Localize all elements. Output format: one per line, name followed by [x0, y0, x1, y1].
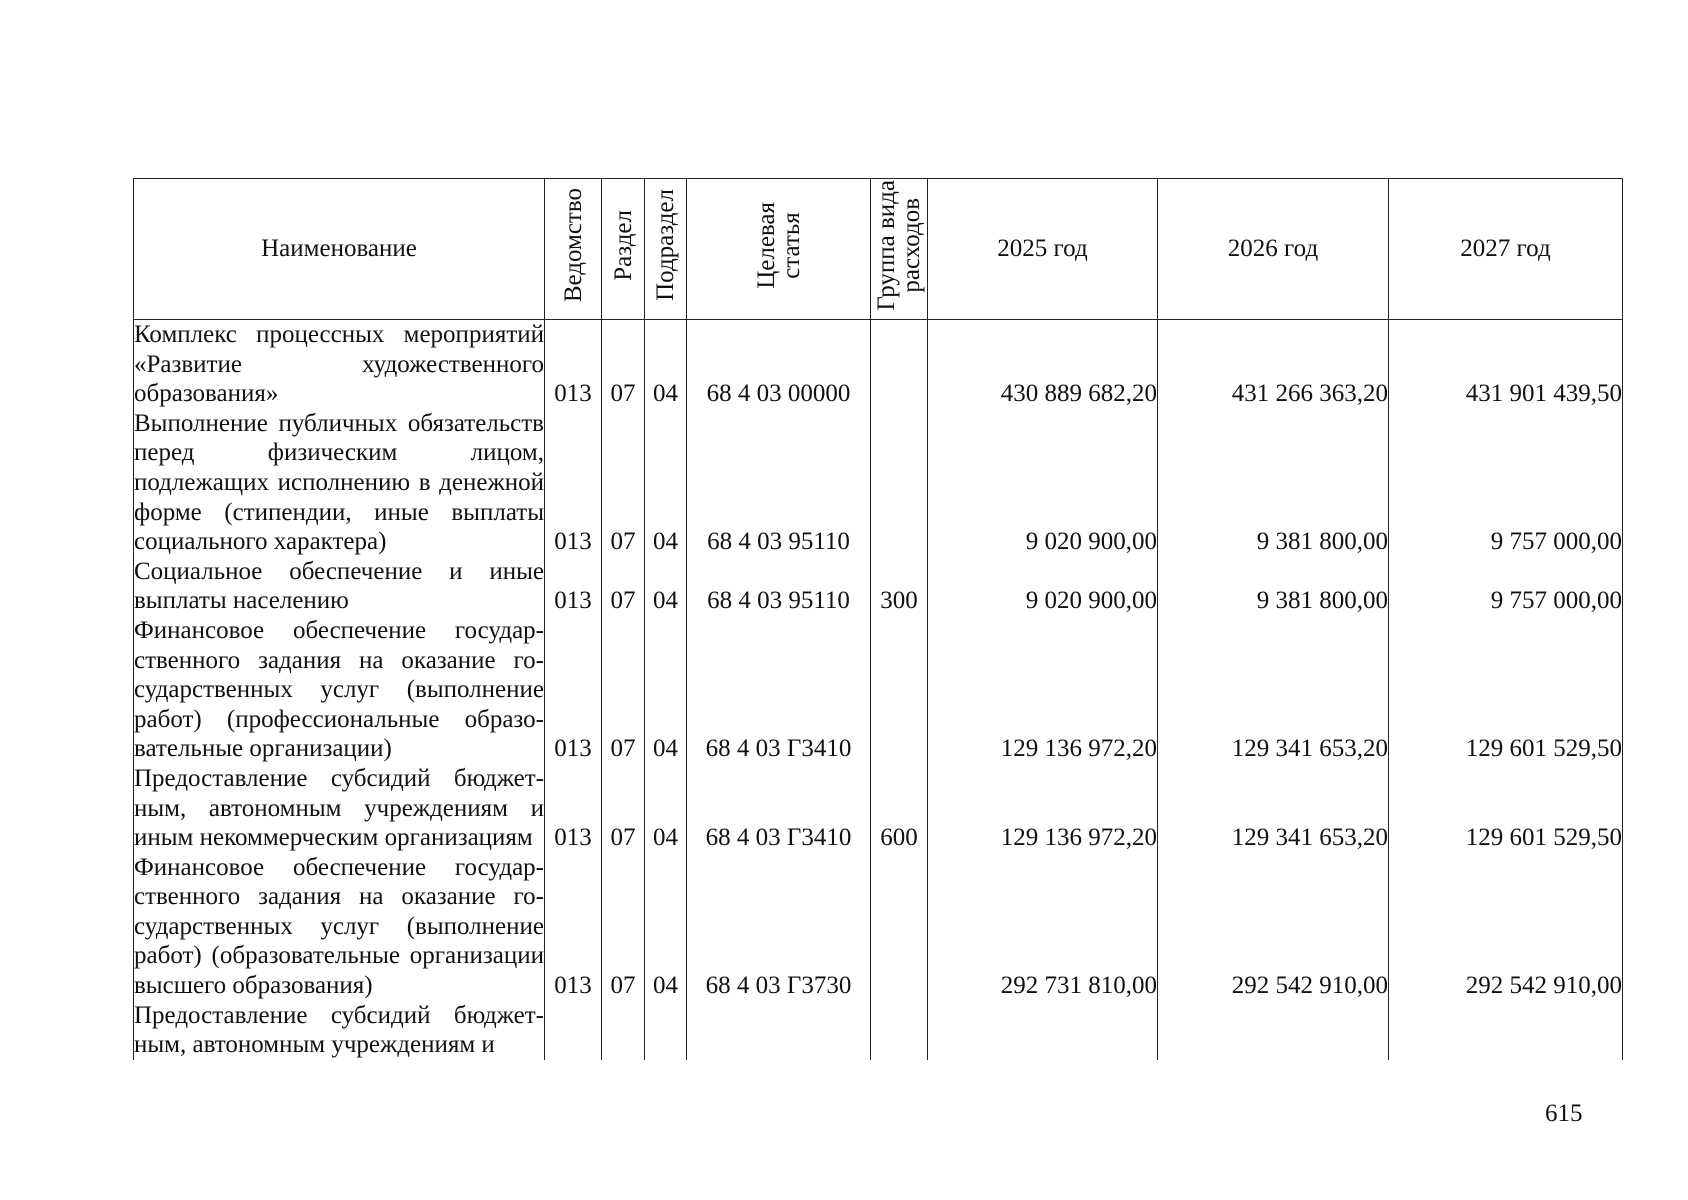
cell-2025: 9 020 900,00	[928, 409, 1158, 557]
cell-expense-group	[871, 409, 928, 557]
cell-subsection: 04	[645, 557, 687, 616]
cell-department	[545, 1001, 602, 1060]
cell-subsection: 04	[645, 616, 687, 764]
cell-target-article: 68 4 03 Г3410	[687, 764, 871, 853]
table-header-row	[134, 179, 1623, 320]
cell-expense-group	[871, 320, 928, 409]
table-row	[134, 853, 1623, 1001]
table-row	[134, 1001, 1623, 1060]
page-number: 615	[1545, 1100, 1583, 1127]
cell-name: Социальное обеспечение и иные выплаты населению	[134, 557, 544, 615]
cell-name: Комплекс процессных мероприятий «Развитие художественного образования»	[134, 321, 544, 408]
cell-name: Выполнение публичных обязательств перед физическим лицом, подлежащих исполнению в денежной форме (стипендии, иные выплаты социального характера)	[134, 409, 544, 556]
table-row	[134, 409, 1623, 557]
cell-2027: 129 601 529,50	[1389, 616, 1623, 764]
cell-2026: 292 542 910,00	[1158, 853, 1389, 1001]
cell-section: 07	[602, 764, 645, 853]
cell-expense-group	[871, 616, 928, 764]
table-row	[134, 764, 1623, 853]
header-target-article: Целевая статья	[687, 179, 871, 320]
cell-target-article: 68 4 03 Г3730	[687, 853, 871, 1001]
cell-section: 07	[602, 409, 645, 557]
cell-expense-group	[871, 1001, 928, 1060]
cell-2026: 129 341 653,20	[1158, 616, 1389, 764]
header-year-2025: 2025 год	[928, 179, 1158, 320]
cell-section: 07	[602, 616, 645, 764]
cell-subsection: 04	[645, 853, 687, 1001]
cell-department: 013	[545, 853, 602, 1001]
header-year-2027: 2027 год	[1389, 179, 1623, 320]
cell-department: 013	[545, 764, 602, 853]
cell-2027: 431 901 439,50	[1389, 320, 1623, 409]
cell-2025	[928, 1001, 1158, 1060]
cell-2027: 9 757 000,00	[1389, 557, 1623, 616]
cell-department: 013	[545, 409, 602, 557]
cell-name: Финансовое обеспечение государственного задания на оказание государственных услуг (выполнение работ) (профессиональные образовательные организации)	[134, 616, 544, 763]
cell-2027: 292 542 910,00	[1389, 853, 1623, 1001]
cell-department: 013	[545, 557, 602, 616]
cell-section	[602, 1001, 645, 1060]
budget-table	[133, 178, 1623, 1060]
table-row	[134, 616, 1623, 764]
cell-2025: 129 136 972,20	[928, 764, 1158, 853]
cell-2027: 129 601 529,50	[1389, 764, 1623, 853]
cell-target-article	[687, 1001, 871, 1060]
cell-expense-group	[871, 853, 928, 1001]
cell-name: Предоставление субсидий бюджетным, автономным учреждениям и	[134, 1001, 544, 1059]
cell-2025: 292 731 810,00	[928, 853, 1158, 1001]
cell-section: 07	[602, 557, 645, 616]
cell-department: 013	[545, 616, 602, 764]
cell-name: Финансовое обеспечение государственного задания на оказание государственных услуг (выполнение работ) (образовательные организации высшего образования)	[134, 853, 544, 1000]
header-expense-group: Группа вида расходов	[871, 179, 928, 320]
cell-2025: 9 020 900,00	[928, 557, 1158, 616]
cell-2025: 129 136 972,20	[928, 616, 1158, 764]
table-row	[134, 557, 1623, 616]
cell-expense-group: 300	[871, 557, 928, 616]
cell-target-article: 68 4 03 95110	[687, 557, 871, 616]
cell-2026	[1158, 1001, 1389, 1060]
cell-subsection	[645, 1001, 687, 1060]
cell-subsection: 04	[645, 764, 687, 853]
table-row	[134, 320, 1623, 409]
cell-section: 07	[602, 853, 645, 1001]
header-department: Ведомство	[545, 179, 602, 320]
cell-target-article: 68 4 03 00000	[687, 320, 871, 409]
cell-2027: 9 757 000,00	[1389, 409, 1623, 557]
cell-2026: 9 381 800,00	[1158, 409, 1389, 557]
header-section: Раздел	[602, 179, 645, 320]
cell-2026: 129 341 653,20	[1158, 764, 1389, 853]
header-name: Наименование	[134, 179, 545, 320]
cell-name: Предоставление субсидий бюджетным, автономным учреждениям и иным некоммерческим организациям	[134, 764, 544, 852]
cell-subsection: 04	[645, 320, 687, 409]
cell-target-article: 68 4 03 95110	[687, 409, 871, 557]
header-subsection: Подраздел	[645, 179, 687, 320]
cell-2026: 431 266 363,20	[1158, 320, 1389, 409]
cell-expense-group: 600	[871, 764, 928, 853]
cell-2027	[1389, 1001, 1623, 1060]
cell-department: 013	[545, 320, 602, 409]
cell-2026: 9 381 800,00	[1158, 557, 1389, 616]
cell-section: 07	[602, 320, 645, 409]
cell-2025: 430 889 682,20	[928, 320, 1158, 409]
header-year-2026: 2026 год	[1158, 179, 1389, 320]
cell-target-article: 68 4 03 Г3410	[687, 616, 871, 764]
cell-subsection: 04	[645, 409, 687, 557]
